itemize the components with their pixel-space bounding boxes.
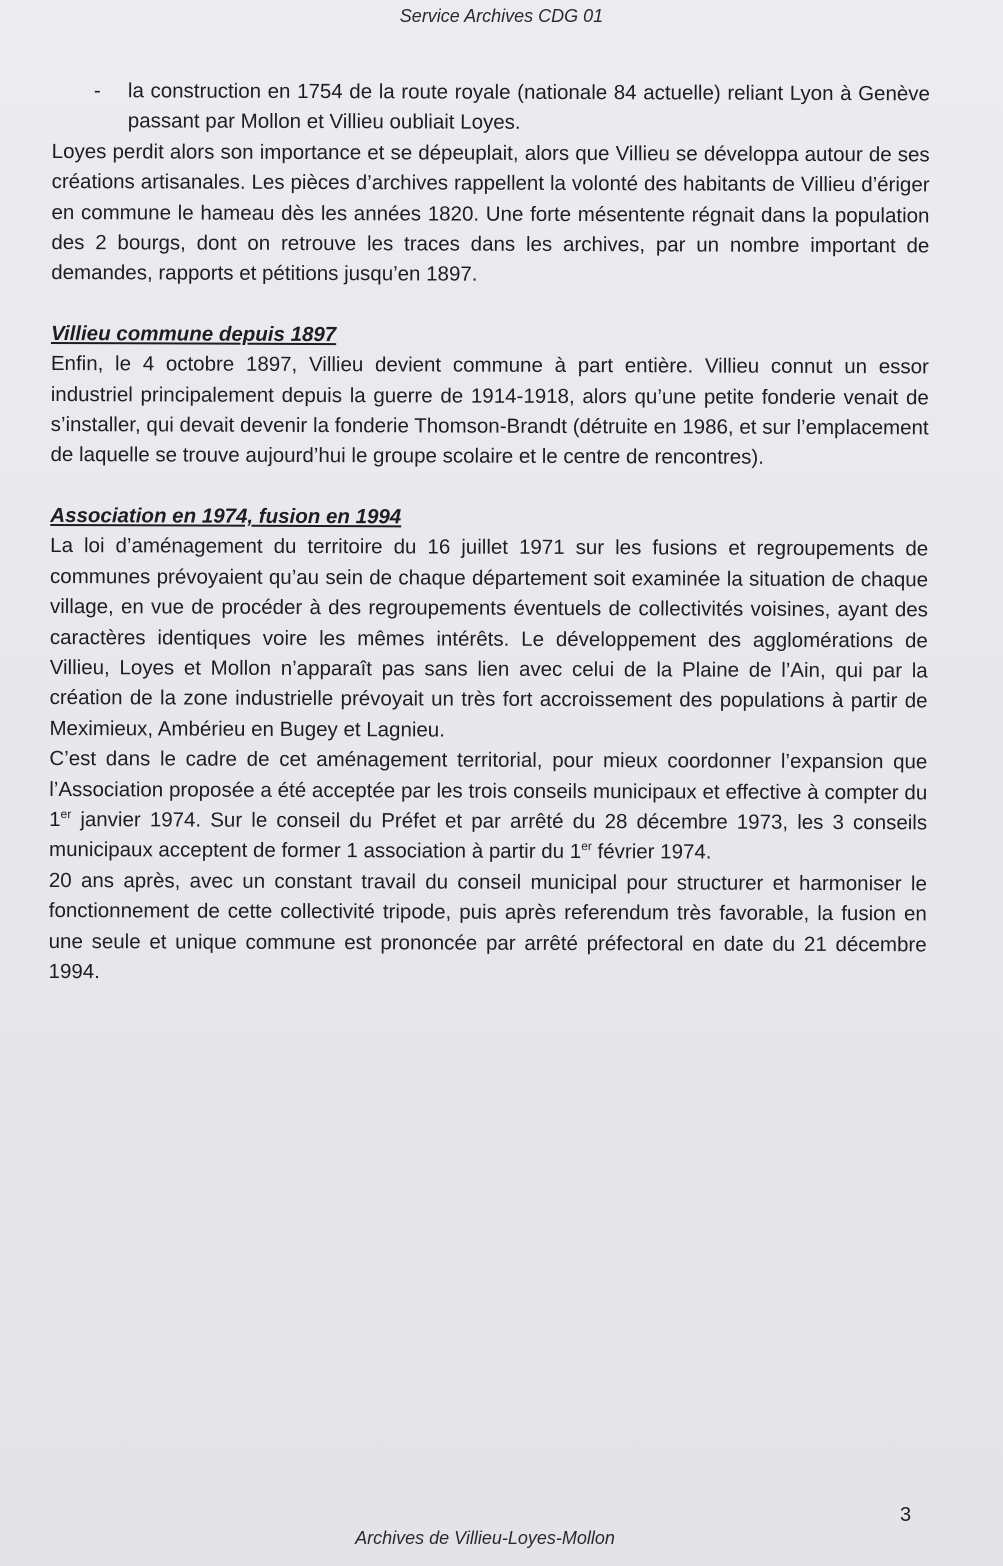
section-title-villieu: Villieu commune depuis 1897 (50, 321, 337, 346)
running-header: Service Archives CDG 01 (399, 6, 604, 26)
running-footer: Archives de Villieu-Loyes-Mollon (355, 1528, 615, 1548)
paragraph-2-part-c: février 1974. (591, 840, 712, 864)
section-title-association: Association en 1974, fusion en 1994 (50, 503, 402, 529)
intro-paragraph: Loyes perdit alors son importance et se dépeuplait, alors que Villieu se développa autour de ses créations artisanales. Les pièces d’archives rappellent la volonté des habitants de Villieu d’ériger en commune le hameau dès les années 1820. Une forte mésentente régnait dans la population des 2 bourgs, dont on retrouve les traces dans les archives, par un nombre important de demandes, rapports et pétitions jusqu’en 1897. (51, 139, 930, 287)
ordinal-superscript: er (60, 806, 72, 822)
association-paragraph-3: 20 ans après, avec un constant travail du conseil municipal pour structurer et harmoniser le fonctionnement de cette collectivité tripode, puis après referendum très favorable, la fusion en une seule et unique commune est prononcée par arrêté préfectoral en date du 21 décembre 1994. (48, 868, 927, 984)
bullet-item (52, 76, 930, 140)
association-paragraph-2 (49, 744, 927, 869)
paragraph-2-part-a: C’est dans le cadre de cet aménagement territorial, pour mieux coordonner l’expansion que l’Association proposée a été acceptée par les trois conseils municipaux et effective à compter du 1 (49, 747, 928, 831)
paragraph-2-part-b: janvier 1974. Sur le conseil du Préfet et par arrêté du 28 décembre 1973, les 3 conseils municipaux acceptent de former 1 association à partir du 1 (48, 808, 928, 864)
bullet-text: la construction en 1754 de la route royale (nationale 84 actuelle) reliant Lyon à Genève passant par Mollon et Villieu oubliait Loyes. (127, 79, 930, 135)
ordinal-superscript: er (581, 839, 592, 854)
section-villieu-paragraph: Enfin, le 4 octobre 1897, Villieu devient commune à part entière. Villieu connut un essor industriel principalement depuis la guerre de 1914-1918, alors qu’une petite fonderie venait de s’installer, qui devait devenir la fonderie Thomson-Brandt (détruite en 1986, et sur l’emplacement de laquelle se trouve aujourd’hui le groupe scolaire et le centre de rencontres). (50, 352, 929, 470)
association-paragraph-1: La loi d’aménagement du territoire du 16 juillet 1971 sur les fusions et regroupements de communes prévoyaient qu’au sein de chaque département soit examinée la situation de chaque village, en vue de procéder à des regroupements éventuels de collectivités voisines, ayant des caractères identiques voire les mêmes intérêts. Le développement des agglomérations de Villieu, Loyes et Mollon n’apparaît pas sans lien avec celui de la Plaine de l’Ain, qui par la création de la zone industrielle prévoyait un très fort accroissement des populations à partir de Meximieux, Ambérieu en Bugey et Lagnieu. (49, 534, 929, 742)
body-text (49, 76, 930, 991)
bullet-marker: - (93, 79, 101, 103)
page-number: 3 (900, 1504, 912, 1526)
